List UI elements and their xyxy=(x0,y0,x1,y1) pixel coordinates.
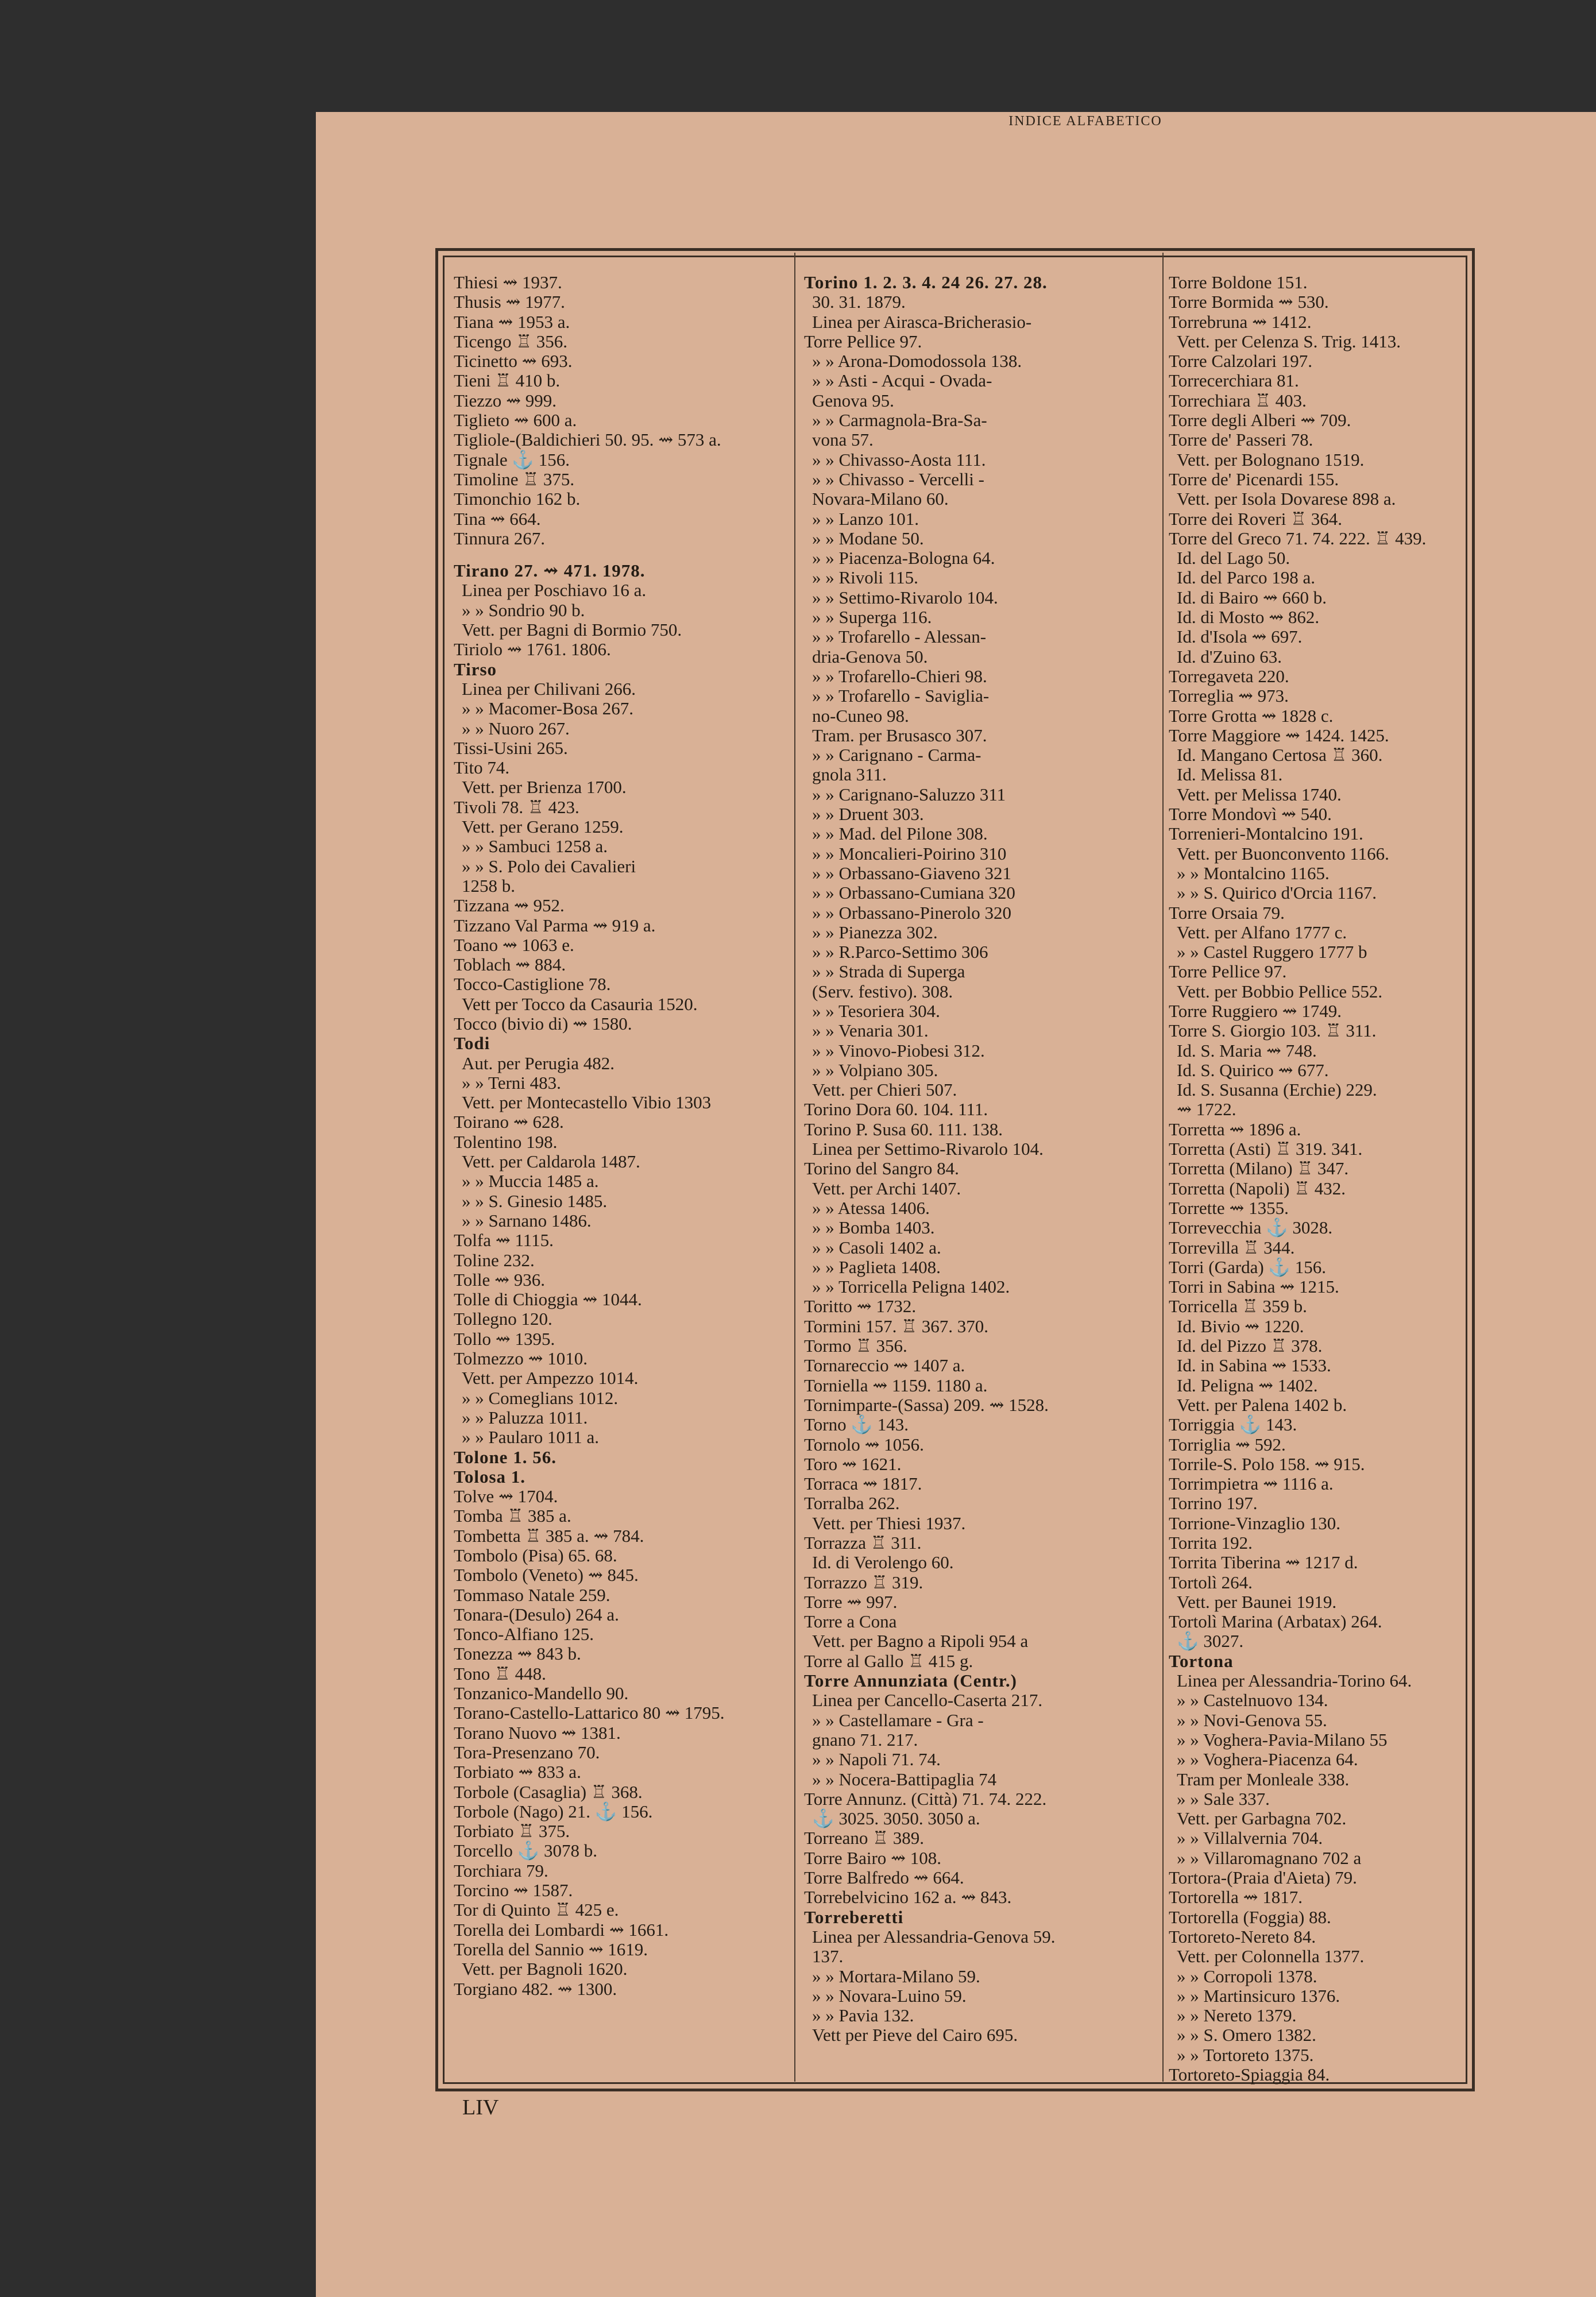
index-entry: Vett. per Bobbio Pellice 552. xyxy=(1177,981,1383,1001)
index-entry: Tombolo (Pisa) 65. 68. xyxy=(454,1545,617,1565)
index-entry: Tombolo (Veneto) ⇝ 845. xyxy=(454,1565,639,1586)
index-entry: Torre Mondovì ⇝ 540. xyxy=(1169,804,1332,825)
index-entry: » » Venaria 301. xyxy=(812,1020,929,1041)
index-entry: Torraca ⇝ 1817. xyxy=(804,1474,922,1494)
index-entry: » » Rivoli 115. xyxy=(812,567,918,588)
index-entry: Linea per Airasca-Bricherasio- xyxy=(812,311,1032,332)
index-entry: » » Paluzza 1011. xyxy=(462,1407,588,1428)
index-column-2 xyxy=(804,273,1160,2064)
index-entry: Torbole (Nago) 21. ⚓ 156. xyxy=(454,1801,653,1822)
index-entry: Vett. per Melissa 1740. xyxy=(1177,784,1342,805)
index-entry: Torri in Sabina ⇝ 1215. xyxy=(1169,1277,1339,1297)
index-entry: » » Castel Ruggero 1777 b xyxy=(1177,942,1367,962)
index-entry: Torano Nuovo ⇝ 1381. xyxy=(454,1722,621,1743)
index-entry: Torgiano 482. ⇝ 1300. xyxy=(454,1978,617,1999)
index-entry: Torre Bormida ⇝ 530. xyxy=(1169,292,1329,312)
index-entry: » » Moncalieri-Poirino 310 xyxy=(812,843,1007,864)
index-entry: Torrazzo ♖ 319. xyxy=(804,1572,923,1592)
index-entry: Tornareccio ⇝ 1407 a. xyxy=(804,1355,965,1376)
index-entry: Id. di Bairo ⇝ 660 b. xyxy=(1177,587,1327,608)
index-entry: Torrevilla ♖ 344. xyxy=(1169,1237,1295,1258)
index-entry: Linea per Poschiavo 16 a. xyxy=(462,580,647,601)
index-entry: Tombetta ♖ 385 a. ⇝ 784. xyxy=(454,1525,644,1546)
index-entry: » » Villalvernia 704. xyxy=(1177,1828,1323,1849)
index-entry: » » Orbassano-Giaveno 321 xyxy=(812,863,1011,883)
index-entry: Tortorella ⇝ 1817. xyxy=(1169,1887,1303,1908)
index-entry: Tolosa 1. xyxy=(454,1466,526,1487)
index-entry: Torre del Greco 71. 74. 222. ♖ 439. xyxy=(1169,528,1427,548)
index-entry: » » Casoli 1402 a. xyxy=(812,1237,941,1258)
index-entry: Vett. per Montecastello Vibio 1303 xyxy=(462,1092,712,1113)
index-entry: Tortora-(Praia d'Aieta) 79. xyxy=(1169,1867,1357,1888)
index-entry: » » S. Polo dei Cavalieri xyxy=(462,856,636,876)
index-entry: » » Druent 303. xyxy=(812,804,924,825)
index-entry: » » Comeglians 1012. xyxy=(462,1387,619,1408)
index-entry: Tonezza ⇝ 843 b. xyxy=(454,1644,581,1664)
index-entry: Thusis ⇝ 1977. xyxy=(454,292,565,312)
index-entry: Tortorella (Foggia) 88. xyxy=(1169,1907,1331,1927)
index-entry: Vett per Tocco da Casauria 1520. xyxy=(462,993,698,1014)
index-entry: Torno ⚓ 143. xyxy=(804,1414,909,1435)
index-entry: (Serv. festivo). 308. xyxy=(812,981,953,1001)
index-entry: Tolfa ⇝ 1115. xyxy=(454,1230,554,1251)
index-entry: Vett. per Archi 1407. xyxy=(812,1178,961,1198)
index-entry: Torre al Gallo ♖ 415 g. xyxy=(804,1650,973,1671)
index-entry: Toblach ⇝ 884. xyxy=(454,954,566,975)
index-entry: » » Orbassano-Pinerolo 320 xyxy=(812,902,1011,923)
index-entry: Tocco-Castiglione 78. xyxy=(454,974,611,995)
index-entry: Torre Annunz. (Città) 71. 74. 222. xyxy=(804,1788,1047,1809)
index-entry: Torreano ♖ 389. xyxy=(804,1828,924,1849)
index-entry: Tolone 1. 56. xyxy=(454,1447,557,1467)
index-entry: Tolle ⇝ 936. xyxy=(454,1269,545,1290)
index-entry: Torrile-S. Polo 158. ⇝ 915. xyxy=(1169,1453,1365,1474)
index-entry: Tinnura 267. xyxy=(454,528,546,548)
index-entry: Torre Balfredo ⇝ 664. xyxy=(804,1867,964,1888)
index-entry: » » Carmagnola-Bra-Sa- xyxy=(812,410,987,431)
index-entry: Torcello ⚓ 3078 b. xyxy=(454,1840,597,1861)
index-entry: Torre Boldone 151. xyxy=(1169,272,1308,292)
index-entry: Torretta (Napoli) ♖ 432. xyxy=(1169,1178,1346,1198)
index-entry: Tormo ♖ 356. xyxy=(804,1336,907,1356)
index-entry: Tissi-Usini 265. xyxy=(454,737,568,758)
index-entry: Torregaveta 220. xyxy=(1169,666,1289,686)
index-entry: Torre de' Passeri 78. xyxy=(1169,430,1313,450)
index-entry: » » Chivasso-Aosta 111. xyxy=(812,449,986,470)
column-divider xyxy=(794,253,795,2082)
index-entry: Torre Bairo ⇝ 108. xyxy=(804,1847,942,1868)
index-entry: » » Tortoreto 1375. xyxy=(1177,2044,1314,2065)
index-entry: Linea per Chilivani 266. xyxy=(462,678,636,699)
index-entry: Torrecerchiara 81. xyxy=(1169,370,1299,391)
index-entry: Torrione-Vinzaglio 130. xyxy=(1169,1513,1340,1533)
index-entry: Torre ⇝ 997. xyxy=(804,1591,898,1612)
index-entry: » » Sondrio 90 b. xyxy=(462,600,585,620)
index-entry: Tocco (bivio di) ⇝ 1580. xyxy=(454,1013,632,1034)
index-entry: Vett. per Thiesi 1937. xyxy=(812,1513,966,1533)
index-entry: Torre Ruggiero ⇝ 1749. xyxy=(1169,1000,1342,1021)
index-entry: Torrita Tiberina ⇝ 1217 d. xyxy=(1169,1552,1358,1573)
index-entry: » » Piacenza-Bologna 64. xyxy=(812,548,995,569)
index-entry: Torretta (Asti) ♖ 319. 341. xyxy=(1169,1139,1363,1159)
index-entry: Torricella ♖ 359 b. xyxy=(1169,1296,1307,1317)
index-entry: » » Arona-Domodossola 138. xyxy=(812,351,1022,372)
index-entry: » » Voghera-Pavia-Milano 55 xyxy=(1177,1729,1388,1750)
index-entry: Torino P. Susa 60. 111. 138. xyxy=(804,1119,1003,1139)
index-entry: Tiriolo ⇝ 1761. 1806. xyxy=(454,639,611,660)
index-entry: Tram per Monleale 338. xyxy=(1177,1769,1350,1789)
index-entry: » » Muccia 1485 a. xyxy=(462,1171,599,1192)
index-entry: Tiana ⇝ 1953 a. xyxy=(454,311,570,332)
index-entry: » » Sarnano 1486. xyxy=(462,1210,592,1231)
index-entry: Id. d'Isola ⇝ 697. xyxy=(1177,627,1303,647)
index-entry: Torbiato ♖ 375. xyxy=(454,1821,570,1842)
index-entry: Timonchio 162 b. xyxy=(454,489,581,509)
index-entry: » » Novara-Luino 59. xyxy=(812,1985,967,2006)
index-entry: Vett. per Colonnella 1377. xyxy=(1177,1946,1365,1967)
index-column-1 xyxy=(454,273,784,2064)
index-entry: » » Sale 337. xyxy=(1177,1788,1270,1809)
index-entry: » » Vinovo-Piobesi 312. xyxy=(812,1040,985,1061)
index-entry: Vett. per Buonconvento 1166. xyxy=(1177,843,1389,864)
index-entry: Tonara-(Desulo) 264 a. xyxy=(454,1604,619,1625)
index-entry: Vett. per Brienza 1700. xyxy=(462,777,627,798)
index-entry: » » S. Quirico d'Orcia 1167. xyxy=(1177,883,1377,903)
index-entry: Id. S. Quirico ⇝ 677. xyxy=(1177,1059,1329,1080)
index-entry: Linea per Cancello-Caserta 217. xyxy=(812,1690,1043,1711)
index-entry: ⇝ 1722. xyxy=(1177,1099,1236,1120)
index-entry: Tolentino 198. xyxy=(454,1131,558,1152)
index-entry: Torano-Castello-Lattarico 80 ⇝ 1795. xyxy=(454,1703,725,1723)
index-entry: » » Lanzo 101. xyxy=(812,508,919,529)
index-entry: Torre Grotta ⇝ 1828 c. xyxy=(1169,705,1334,726)
index-entry: » » Carignano-Saluzzo 311 xyxy=(812,784,1006,805)
index-entry: » » Bomba 1403. xyxy=(812,1217,935,1238)
index-entry: Linea per Settimo-Rivarolo 104. xyxy=(812,1139,1044,1159)
index-entry: » » Strada di Superga xyxy=(812,961,965,982)
index-entry: Toro ⇝ 1621. xyxy=(804,1453,902,1474)
index-entry: Torre S. Giorgio 103. ♖ 311. xyxy=(1169,1020,1377,1041)
index-entry: » » Macomer-Bosa 267. xyxy=(462,698,633,719)
index-entry: Id. di Verolengo 60. xyxy=(812,1552,954,1573)
index-entry: Id. S. Susanna (Erchie) 229. xyxy=(1177,1080,1377,1100)
index-entry: » » S. Ginesio 1485. xyxy=(462,1190,608,1211)
index-entry: Tornolo ⇝ 1056. xyxy=(804,1434,924,1455)
index-entry: » » Paularo 1011 a. xyxy=(462,1427,600,1448)
index-entry: Torchiara 79. xyxy=(454,1860,548,1881)
index-entry: Tigliole-(Baldichieri 50. 95. ⇝ 573 a. xyxy=(454,430,721,450)
index-entry: Id. del Pizzo ♖ 378. xyxy=(1177,1336,1323,1356)
index-entry xyxy=(454,548,784,561)
index-entry: Torri (Garda) ⚓ 156. xyxy=(1169,1256,1327,1277)
index-entry: Torella del Sannio ⇝ 1619. xyxy=(454,1939,648,1959)
index-entry: Torre degli Alberi ⇝ 709. xyxy=(1169,410,1351,431)
index-entry: Torniella ⇝ 1159. 1180 a. xyxy=(804,1375,988,1395)
index-entry: Tito 74. xyxy=(454,757,510,778)
index-entry: » » Modane 50. xyxy=(812,528,924,548)
index-entry: Id. Mangano Certosa ♖ 360. xyxy=(1177,745,1383,765)
index-entry: Thiesi ⇝ 1937. xyxy=(454,272,562,292)
index-entry: 1258 b. xyxy=(462,875,515,896)
index-entry: » » Voghera-Piacenza 64. xyxy=(1177,1749,1358,1770)
index-entry: Id. in Sabina ⇝ 1533. xyxy=(1177,1355,1331,1376)
index-entry: Toirano ⇝ 628. xyxy=(454,1112,564,1132)
index-entry: Vett. per Baunei 1919. xyxy=(1177,1591,1337,1612)
index-entry: Torrebruna ⇝ 1412. xyxy=(1169,311,1312,332)
index-entry: Torino 1. 2. 3. 4. 24 26. 27. 28. xyxy=(804,272,1048,292)
index-entry: Torrevecchia ⚓ 3028. xyxy=(1169,1217,1333,1238)
index-entry: » » R.Parco-Settimo 306 xyxy=(812,942,988,962)
index-entry: » » S. Omero 1382. xyxy=(1177,2025,1316,2045)
index-entry: Genova 95. xyxy=(812,390,894,411)
index-entry: Torrita 192. xyxy=(1169,1533,1253,1553)
index-entry: Vett. per Garbagna 702. xyxy=(1177,1808,1347,1829)
index-entry: Toline 232. xyxy=(454,1250,535,1270)
index-entry: Torriggia ⚓ 143. xyxy=(1169,1414,1297,1435)
index-entry: gnola 311. xyxy=(812,764,887,785)
index-entry: Tolve ⇝ 1704. xyxy=(454,1486,558,1507)
index-entry: Torretta ⇝ 1896 a. xyxy=(1169,1119,1301,1139)
index-entry: Torbiato ⇝ 833 a. xyxy=(454,1762,581,1782)
index-entry: Tortolì 264. xyxy=(1169,1572,1253,1592)
index-entry: Torre Pellice 97. xyxy=(804,331,922,351)
index-entry: Tortoreto-Nereto 84. xyxy=(1169,1926,1316,1947)
index-entry: Tollo ⇝ 1395. xyxy=(454,1328,555,1349)
index-entry: Tina ⇝ 664. xyxy=(454,508,541,529)
index-entry: Tortoreto-Spiaggia 84. xyxy=(1169,2064,1330,2085)
index-entry: » » Nocera-Battipaglia 74 xyxy=(812,1769,997,1789)
index-entry: Timoline ♖ 375. xyxy=(454,469,575,489)
index-entry: Aut. per Perugia 482. xyxy=(462,1053,615,1073)
index-entry: Novara-Milano 60. xyxy=(812,489,949,509)
index-entry: Vett. per Bagnoli 1620. xyxy=(462,1959,628,1979)
index-entry: Tono ♖ 448. xyxy=(454,1663,546,1684)
index-entry: » » Castelnuovo 134. xyxy=(1177,1690,1328,1711)
index-entry: Tizzano Val Parma ⇝ 919 a. xyxy=(454,915,656,935)
index-entry: Id. Peligna ⇝ 1402. xyxy=(1177,1375,1318,1395)
index-entry: Id. Bivio ⇝ 1220. xyxy=(1177,1316,1304,1336)
index-entry: » » Volpiano 305. xyxy=(812,1059,938,1080)
index-entry: » » Nereto 1379. xyxy=(1177,2005,1297,2026)
index-entry: Vett. per Isola Dovarese 898 a. xyxy=(1177,489,1396,509)
index-entry: » » Chivasso - Vercelli - xyxy=(812,469,984,489)
index-entry: » » Carignano - Carma- xyxy=(812,745,981,765)
index-entry: Tormini 157. ♖ 367. 370. xyxy=(804,1316,988,1336)
index-entry: ⚓ 3027. xyxy=(1177,1631,1244,1652)
index-entry: Vett. per Celenza S. Trig. 1413. xyxy=(1177,331,1401,351)
index-entry: Torre de' Picenardi 155. xyxy=(1169,469,1339,489)
index-entry: » » Torricella Peligna 1402. xyxy=(812,1277,1010,1297)
index-entry: Tonzanico-Mandello 90. xyxy=(454,1683,629,1704)
index-entry: » » Orbassano-Cumiana 320 xyxy=(812,883,1015,903)
index-entry: Torrette ⇝ 1355. xyxy=(1169,1197,1289,1218)
index-entry: Torre Maggiore ⇝ 1424. 1425. xyxy=(1169,725,1389,745)
index-entry: Vett. per Alfano 1777 c. xyxy=(1177,922,1347,942)
index-entry: » » Terni 483. xyxy=(462,1072,561,1093)
index-entry: Id. di Mosto ⇝ 862. xyxy=(1177,607,1320,628)
index-entry: Torrenieri-Montalcino 191. xyxy=(1169,823,1363,844)
index-entry: Id. S. Maria ⇝ 748. xyxy=(1177,1040,1317,1061)
page-header: INDICE ALFABETICO xyxy=(1008,114,1162,129)
index-entry: Vett. per Caldarola 1487. xyxy=(462,1151,640,1172)
index-entry: vona 57. xyxy=(812,430,874,450)
index-entry: Ticinetto ⇝ 693. xyxy=(454,351,573,372)
column-divider xyxy=(1162,253,1164,2082)
index-entry: » » Nuoro 267. xyxy=(462,718,570,738)
index-entry: Tornimparte-(Sassa) 209. ⇝ 1528. xyxy=(804,1394,1049,1415)
index-entry: Tram. per Brusasco 307. xyxy=(812,725,987,745)
index-entry: Vett per Pieve del Cairo 695. xyxy=(812,2025,1018,2045)
index-entry: 137. xyxy=(812,1946,844,1967)
index-entry: Ticengo ♖ 356. xyxy=(454,331,568,351)
index-entry: Id. d'Zuino 63. xyxy=(1177,646,1282,667)
index-entry: Toano ⇝ 1063 e. xyxy=(454,934,574,955)
index-entry: Torino Dora 60. 104. 111. xyxy=(804,1099,988,1120)
index-entry: no-Cuneo 98. xyxy=(812,705,909,726)
index-entry: gnano 71. 217. xyxy=(812,1729,918,1750)
index-entry: Torralba 262. xyxy=(804,1493,900,1514)
index-entry: » » Mad. del Pilone 308. xyxy=(812,823,988,844)
index-entry: » » Trofarello-Chieri 98. xyxy=(812,666,987,686)
index-entry: Torrazza ♖ 311. xyxy=(804,1533,922,1553)
index-entry: Id. del Parco 198 a. xyxy=(1177,567,1316,588)
index-entry: Tirano 27. ⇝ 471. 1978. xyxy=(454,560,646,581)
index-entry: Vett. per Chieri 507. xyxy=(812,1080,957,1100)
index-entry: Torre Orsaia 79. xyxy=(1169,902,1285,923)
index-entry: » » Montalcino 1165. xyxy=(1177,863,1330,883)
index-entry: Torrino 197. xyxy=(1169,1493,1258,1514)
index-entry: Tolle di Chioggia ⇝ 1044. xyxy=(454,1289,642,1310)
index-entry: ⚓ 3025. 3050. 3050 a. xyxy=(812,1808,980,1829)
index-entry: Torbole (Casaglia) ♖ 368. xyxy=(454,1781,643,1802)
index-entry: Torreberetti xyxy=(804,1907,904,1927)
index-entry: » » Asti - Acqui - Ovada- xyxy=(812,370,992,391)
index-entry: Linea per Alessandria-Torino 64. xyxy=(1177,1670,1412,1691)
index-entry: Tieni ♖ 410 b. xyxy=(454,370,561,391)
index-entry: Id. del Lago 50. xyxy=(1177,548,1290,569)
index-entry: Tor di Quinto ♖ 425 e. xyxy=(454,1900,619,1920)
index-entry: » » Trofarello - Alessan- xyxy=(812,627,987,647)
index-entry: Tirso xyxy=(454,659,497,679)
index-entry: Torre Annunziata (Centr.) xyxy=(804,1670,1017,1691)
index-entry: Torcino ⇝ 1587. xyxy=(454,1880,573,1901)
index-entry: Torrimpietra ⇝ 1116 a. xyxy=(1169,1474,1334,1494)
index-entry: Vett. per Bolognano 1519. xyxy=(1177,449,1365,470)
index-entry: Tivoli 78. ♖ 423. xyxy=(454,796,579,817)
index-entry: Torre Calzolari 197. xyxy=(1169,351,1313,372)
index-entry: Tolmezzo ⇝ 1010. xyxy=(454,1348,588,1369)
index-entry: » » Atessa 1406. xyxy=(812,1197,930,1218)
index-entry: Tortona xyxy=(1169,1650,1234,1671)
index-entry: » » Martinsicuro 1376. xyxy=(1177,1985,1340,2006)
index-entry: » » Castellamare - Gra - xyxy=(812,1710,984,1730)
index-entry: Toritto ⇝ 1732. xyxy=(804,1296,917,1317)
index-entry: Tortolì Marina (Arbatax) 264. xyxy=(1169,1611,1382,1632)
index-entry: Vett. per Gerano 1259. xyxy=(462,817,624,837)
index-entry: » » Settimo-Rivarolo 104. xyxy=(812,587,998,608)
index-entry: Torrebelvicino 162 a. ⇝ 843. xyxy=(804,1887,1012,1908)
index-entry: Tollegno 120. xyxy=(454,1309,552,1329)
index-entry: Torreglia ⇝ 973. xyxy=(1169,686,1289,706)
index-entry: » » Tesoriera 304. xyxy=(812,1000,940,1021)
index-entry: Torrechiara ♖ 403. xyxy=(1169,390,1307,411)
index-entry: » » Mortara-Milano 59. xyxy=(812,1966,980,1986)
index-entry: Tignale ⚓ 156. xyxy=(454,449,570,470)
index-entry: » » Corropoli 1378. xyxy=(1177,1966,1317,1986)
index-entry: » » Paglieta 1408. xyxy=(812,1256,941,1277)
index-entry: Vett. per Palena 1402 b. xyxy=(1177,1394,1347,1415)
index-entry: Id. Melissa 81. xyxy=(1177,764,1283,785)
index-entry: » » Trofarello - Saviglia- xyxy=(812,686,990,706)
index-entry: Todi xyxy=(454,1033,490,1054)
index-entry: » » Superga 116. xyxy=(812,607,932,628)
index-entry: Torre dei Roveri ♖ 364. xyxy=(1169,508,1342,529)
index-entry: Tomba ♖ 385 a. xyxy=(454,1506,571,1526)
index-entry: Torella dei Lombardi ⇝ 1661. xyxy=(454,1919,669,1940)
index-entry: » » Pavia 132. xyxy=(812,2005,914,2026)
index-entry: » » Villaromagnano 702 a xyxy=(1177,1847,1362,1868)
index-entry: Torre a Cona xyxy=(804,1611,897,1632)
page-number: LIV xyxy=(462,2095,499,2120)
index-entry: Vett. per Bagno a Ripoli 954 a xyxy=(812,1631,1029,1652)
index-entry: » » Napoli 71. 74. xyxy=(812,1749,941,1770)
index-entry: Torretta (Milano) ♖ 347. xyxy=(1169,1158,1349,1179)
index-entry: Tizzana ⇝ 952. xyxy=(454,895,565,916)
index-entry: Tonco-Alfiano 125. xyxy=(454,1624,594,1645)
index-entry: Torre Pellice 97. xyxy=(1169,961,1287,982)
index-column-3 xyxy=(1169,272,1462,2085)
index-entry: » » Novi-Genova 55. xyxy=(1177,1710,1327,1730)
index-entry: Tommaso Natale 259. xyxy=(454,1584,610,1605)
index-entry: dria-Genova 50. xyxy=(812,646,928,667)
index-entry: Tiezzo ⇝ 999. xyxy=(454,390,557,411)
index-entry: 30. 31. 1879. xyxy=(812,292,906,312)
index-entry: Tora-Presenzano 70. xyxy=(454,1742,600,1762)
index-entry: » » Pianezza 302. xyxy=(812,922,938,942)
index-entry: Torino del Sangro 84. xyxy=(804,1158,959,1179)
index-entry: Torriglia ⇝ 592. xyxy=(1169,1434,1286,1455)
index-entry: Linea per Alessandria-Genova 59. xyxy=(812,1926,1056,1947)
index-entry: Vett. per Bagni di Bormio 750. xyxy=(462,620,682,640)
index-entry: Tiglieto ⇝ 600 a. xyxy=(454,410,577,431)
index-entry: Vett. per Ampezzo 1014. xyxy=(462,1368,639,1389)
index-entry: » » Sambuci 1258 a. xyxy=(462,836,608,857)
